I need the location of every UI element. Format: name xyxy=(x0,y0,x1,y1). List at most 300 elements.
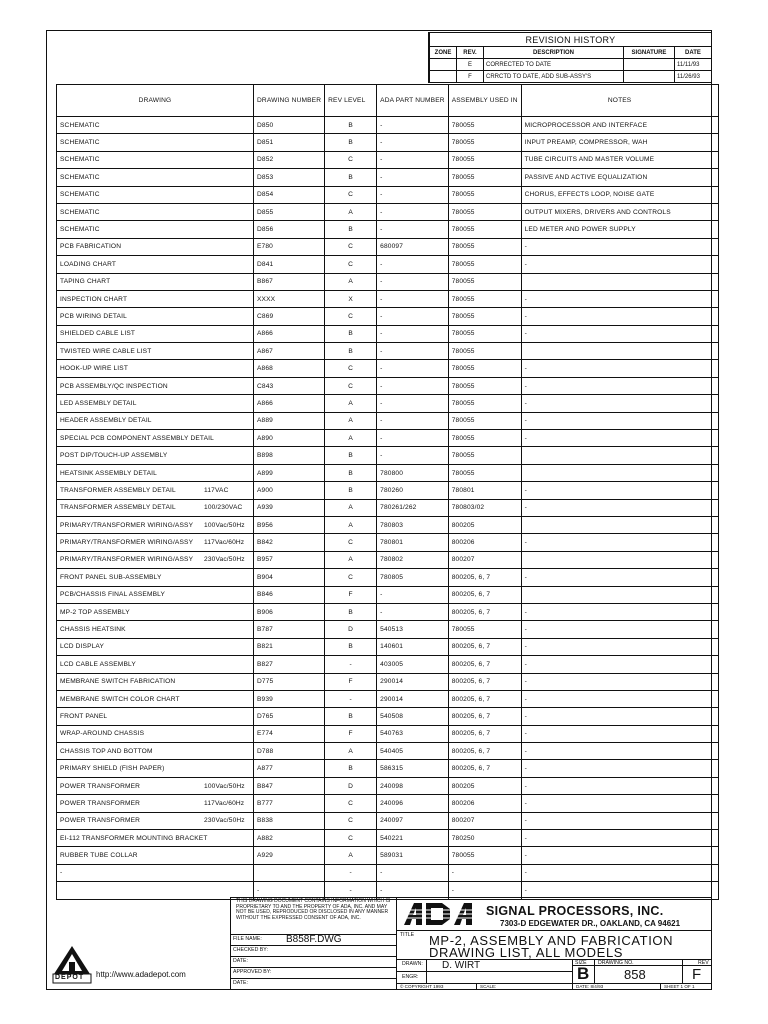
table-row xyxy=(57,117,719,134)
row-drawing: CHASSIS HEATSINK xyxy=(60,626,126,634)
row-assembly: 800205 xyxy=(448,516,521,533)
row-ada: 290014 xyxy=(377,690,449,707)
table-row xyxy=(57,377,719,394)
approved-by-label: APPROVED BY: xyxy=(233,969,272,975)
table-row xyxy=(57,290,719,307)
row-spec: 100Vac/50Hz xyxy=(204,521,245,529)
row-drawing: SPECIAL PCB COMPONENT ASSEMBLY DETAIL xyxy=(60,434,214,442)
row-assembly: 780055 xyxy=(448,308,521,325)
table-row xyxy=(57,621,719,638)
row-rev: C xyxy=(325,795,377,812)
row-rev: A xyxy=(325,430,377,447)
row-rev: A xyxy=(325,273,377,290)
row-drawing: SCHEMATIC xyxy=(60,191,100,199)
table-row xyxy=(57,482,719,499)
row-assembly: 800205, 6, 7 xyxy=(448,586,521,603)
header-ada-part-number: ADA PART NUMBER xyxy=(377,85,449,117)
header-assembly-used-in: ASSEMBLY USED IN xyxy=(448,85,521,117)
row-notes: - xyxy=(521,743,718,760)
row-drawing: LED ASSEMBLY DETAIL xyxy=(60,399,137,407)
row-drawing: FRONT PANEL xyxy=(60,712,108,720)
row-notes: - xyxy=(521,795,718,812)
rev-header-description: DESCRIPTION xyxy=(484,47,624,59)
table-row xyxy=(57,221,719,238)
row-ada: - xyxy=(377,308,449,325)
row-assembly: 800207 xyxy=(448,551,521,568)
row-ada: - xyxy=(377,273,449,290)
row-notes xyxy=(521,516,718,533)
row-rev: B xyxy=(325,482,377,499)
rev-header-rev: REV. xyxy=(457,47,484,59)
row-assembly: 800205, 6, 7 xyxy=(448,638,521,655)
row-notes xyxy=(521,343,718,360)
row-assembly: 780055 xyxy=(448,134,521,151)
row-notes: - xyxy=(521,673,718,690)
row-spec: 100Vac/50Hz xyxy=(204,782,245,790)
size-value: B xyxy=(577,964,590,983)
row-rev: D xyxy=(325,777,377,794)
row-drawing: FRONT PANEL SUB-ASSEMBLY xyxy=(60,573,162,581)
row-number: B787 xyxy=(254,621,325,638)
row-assembly: 780055 xyxy=(448,447,521,464)
row-number: A877 xyxy=(254,760,325,777)
row-notes: - xyxy=(521,395,718,412)
row-assembly: 780055 xyxy=(448,151,521,168)
row-rev: - xyxy=(325,864,377,881)
row-number: - xyxy=(254,882,325,899)
row-drawing: PRIMARY/TRANSFORMER WIRING/ASSY xyxy=(60,521,194,529)
row-rev: B xyxy=(325,169,377,186)
row-notes: - xyxy=(521,812,718,829)
row-assembly: 780055 xyxy=(448,238,521,255)
row-rev: B xyxy=(325,343,377,360)
row-drawing: TAPING CHART xyxy=(60,278,111,286)
row-notes: LED METER AND POWER SUPPLY xyxy=(521,221,718,238)
row-drawing: POWER TRANSFORMER xyxy=(60,782,141,790)
row-spec: 117Vac/60Hz xyxy=(204,539,245,547)
row-notes: - xyxy=(521,690,718,707)
rev-description: CORRECTED TO DATE xyxy=(484,59,624,71)
table-row xyxy=(57,203,719,220)
row-notes: - xyxy=(521,308,718,325)
row-ada: 290014 xyxy=(377,673,449,690)
row-assembly: 800206 xyxy=(448,795,521,812)
row-ada: 680097 xyxy=(377,238,449,255)
company-name: SIGNAL PROCESSORS, INC. xyxy=(486,904,664,918)
row-rev: A xyxy=(325,203,377,220)
row-assembly: 780055 xyxy=(448,395,521,412)
row-number: A866 xyxy=(254,395,325,412)
row-assembly: 780055 xyxy=(448,186,521,203)
row-number: A899 xyxy=(254,464,325,481)
table-row xyxy=(57,395,719,412)
table-row xyxy=(57,795,719,812)
row-drawing: MEMBRANE SWITCH FABRICATION xyxy=(60,678,176,686)
table-row xyxy=(57,134,719,151)
row-assembly: 780055 xyxy=(448,621,521,638)
row-rev: F xyxy=(325,673,377,690)
row-assembly: - xyxy=(448,864,521,881)
row-number: A866 xyxy=(254,325,325,342)
row-assembly: 780055 xyxy=(448,464,521,481)
row-drawing: SCHEMATIC xyxy=(60,208,100,216)
row-rev: X xyxy=(325,290,377,307)
row-assembly: 800205, 6, 7 xyxy=(448,673,521,690)
proprietary-notice: THIS DRAWING DOCUMENT CONTAINS INFORMATION WHICH IS PROPRIETARY TO AND THE PROPERTY OF ADA, INC. AND MAY NOT BE USED, REPRODUCED OR DISCLOSED IN ANY MANNER WITHOUT THE EXPRESSED CONSENT OF ADA, INC. xyxy=(236,898,391,921)
row-rev: B xyxy=(325,603,377,620)
row-drawing: CHASSIS TOP AND BOTTOM xyxy=(60,747,153,755)
row-assembly: 780055 xyxy=(448,221,521,238)
row-number: A867 xyxy=(254,343,325,360)
row-drawing: TRANSFORMER ASSEMBLY DETAIL xyxy=(60,486,176,494)
file-name-value: B858F.DWG xyxy=(286,934,342,945)
header-drawing-number: DRAWING NUMBER xyxy=(254,85,325,117)
row-drawing: SHIELDED CABLE LIST xyxy=(60,330,136,338)
row-assembly: 780055 xyxy=(448,290,521,307)
rev-letter: E xyxy=(457,59,484,71)
row-drawing: PRIMARY/TRANSFORMER WIRING/ASSY xyxy=(60,556,194,564)
row-drawing: POWER TRANSFORMER xyxy=(60,817,141,825)
row-ada: 140601 xyxy=(377,638,449,655)
row-assembly: 780250 xyxy=(448,830,521,847)
table-row xyxy=(57,638,719,655)
row-rev: - xyxy=(325,656,377,673)
row-rev: C xyxy=(325,569,377,586)
row-rev: C xyxy=(325,151,377,168)
row-number: C869 xyxy=(254,308,325,325)
table-row xyxy=(57,777,719,794)
row-ada: 780260 xyxy=(377,482,449,499)
row-rev: - xyxy=(325,690,377,707)
row-rev: B xyxy=(325,325,377,342)
table-row xyxy=(57,343,719,360)
row-ada: 780803 xyxy=(377,516,449,533)
row-number: D841 xyxy=(254,256,325,273)
row-number: B867 xyxy=(254,273,325,290)
row-drawing: - xyxy=(60,869,63,877)
row-notes: - xyxy=(521,603,718,620)
row-ada: 780802 xyxy=(377,551,449,568)
file-name-label: FILE NAME: xyxy=(233,936,262,942)
row-ada: - xyxy=(377,186,449,203)
row-number: E780 xyxy=(254,238,325,255)
row-number: C843 xyxy=(254,377,325,394)
depot-url-link[interactable]: http://www.adadepot.com xyxy=(96,970,186,979)
row-number: B842 xyxy=(254,534,325,551)
size-label: SIZE xyxy=(575,960,587,966)
table-row xyxy=(57,238,719,255)
row-assembly: 800205, 6, 7 xyxy=(448,708,521,725)
row-rev: B xyxy=(325,221,377,238)
table-row xyxy=(57,743,719,760)
row-drawing: SCHEMATIC xyxy=(60,173,100,181)
row-notes: - xyxy=(521,325,718,342)
row-notes: - xyxy=(521,638,718,655)
row-number: D853 xyxy=(254,169,325,186)
row-rev: C xyxy=(325,256,377,273)
row-ada: 780800 xyxy=(377,464,449,481)
row-assembly: 780055 xyxy=(448,360,521,377)
row-assembly: - xyxy=(448,882,521,899)
row-assembly: 800205 xyxy=(448,777,521,794)
row-notes: - xyxy=(521,708,718,725)
row-drawing: PRIMARY/TRANSFORMER WIRING/ASSY xyxy=(60,539,194,547)
row-number: B777 xyxy=(254,795,325,812)
row-number: D775 xyxy=(254,673,325,690)
row-number: D765 xyxy=(254,708,325,725)
row-drawing: MEMBRANE SWITCH COLOR CHART xyxy=(60,695,180,703)
row-ada: 589031 xyxy=(377,847,449,864)
row-number: B838 xyxy=(254,812,325,829)
row-drawing: SCHEMATIC xyxy=(60,156,100,164)
row-number: B956 xyxy=(254,516,325,533)
table-row xyxy=(57,656,719,673)
drawing-title-line-2: DRAWING LIST, ALL MODELS xyxy=(429,945,624,960)
date-label-2: DATE: xyxy=(233,980,248,986)
row-ada: - xyxy=(377,290,449,307)
rev-header-date: DATE xyxy=(675,47,712,59)
row-ada: - xyxy=(377,221,449,238)
row-ada: - xyxy=(377,377,449,394)
row-drawing: TRANSFORMER ASSEMBLY DETAIL xyxy=(60,504,176,512)
revision-row xyxy=(430,59,712,71)
row-number: D850 xyxy=(254,117,325,134)
row-ada: 540513 xyxy=(377,621,449,638)
row-notes: - xyxy=(521,569,718,586)
row-rev: A xyxy=(325,499,377,516)
row-drawing: HOOK-UP WIRE LIST xyxy=(60,365,129,373)
row-number: B939 xyxy=(254,690,325,707)
row-assembly: 800205, 6, 7 xyxy=(448,569,521,586)
copyright-text: COPYRIGHT 1993 xyxy=(404,984,444,989)
row-spec: 100/230VAC xyxy=(204,504,243,512)
copyright-notice: © COPYRIGHT 1993 xyxy=(400,984,444,989)
row-rev: A xyxy=(325,412,377,429)
row-assembly: 780055 xyxy=(448,430,521,447)
row-number: E774 xyxy=(254,725,325,742)
row-spec: 117Vac/60Hz xyxy=(204,799,245,807)
row-rev: C xyxy=(325,812,377,829)
revision-row xyxy=(430,71,712,83)
row-rev: B xyxy=(325,638,377,655)
row-ada: 540221 xyxy=(377,830,449,847)
row-assembly: 780801 xyxy=(448,482,521,499)
row-assembly: 780055 xyxy=(448,117,521,134)
row-rev: A xyxy=(325,516,377,533)
row-ada: - xyxy=(377,169,449,186)
row-ada: 540405 xyxy=(377,743,449,760)
engr-label: ENGR: xyxy=(402,974,419,980)
row-number: D852 xyxy=(254,151,325,168)
revision-history xyxy=(428,32,712,83)
row-assembly: 800205, 6, 7 xyxy=(448,743,521,760)
row-ada: - xyxy=(377,395,449,412)
ada-logo-icon xyxy=(402,901,476,927)
table-header-row xyxy=(57,85,719,117)
row-rev: A xyxy=(325,743,377,760)
row-ada: - xyxy=(377,864,449,881)
row-number: A890 xyxy=(254,430,325,447)
row-number: A929 xyxy=(254,847,325,864)
row-assembly: 800205, 6, 7 xyxy=(448,656,521,673)
row-drawing: EI-112 TRANSFORMER MOUNTING BRACKET xyxy=(60,834,208,842)
rev-date: 11/26/93 xyxy=(675,71,712,83)
table-row xyxy=(57,830,719,847)
drawing-no-value: 858 xyxy=(624,967,646,982)
row-assembly: 780055 xyxy=(448,847,521,864)
table-row xyxy=(57,673,719,690)
row-drawing: PRIMARY SHIELD (FISH PAPER) xyxy=(60,765,165,773)
table-row xyxy=(57,516,719,533)
row-rev: B xyxy=(325,708,377,725)
row-number: A939 xyxy=(254,499,325,516)
title-label: TITLE xyxy=(400,932,415,938)
row-spec: 230Vac/50Hz xyxy=(204,817,245,825)
rev-signature xyxy=(624,59,675,71)
table-row xyxy=(57,464,719,481)
row-ada: 403005 xyxy=(377,656,449,673)
row-notes: - xyxy=(521,882,718,899)
row-notes: - xyxy=(521,864,718,881)
row-ada: 540508 xyxy=(377,708,449,725)
header-rev-level: REV LEVEL xyxy=(325,85,377,117)
row-ada: - xyxy=(377,430,449,447)
row-notes: - xyxy=(521,238,718,255)
row-assembly: 800207 xyxy=(448,812,521,829)
table-row xyxy=(57,186,719,203)
table-row xyxy=(57,534,719,551)
table-row xyxy=(57,864,719,881)
row-drawing: PCB/CHASSIS FINAL ASSEMBLY xyxy=(60,591,166,599)
row-rev: C xyxy=(325,534,377,551)
row-notes: - xyxy=(521,830,718,847)
row-notes: - xyxy=(521,499,718,516)
table-row xyxy=(57,847,719,864)
row-notes: - xyxy=(521,482,718,499)
row-number xyxy=(254,864,325,881)
row-notes: - xyxy=(521,360,718,377)
row-ada: - xyxy=(377,256,449,273)
row-notes: - xyxy=(521,760,718,777)
row-spec: 230Vac/50Hz xyxy=(204,556,245,564)
row-ada: - xyxy=(377,325,449,342)
header-notes: NOTES xyxy=(521,85,718,117)
drawn-by-value: D. WIRT xyxy=(442,960,481,971)
row-assembly: 780055 xyxy=(448,343,521,360)
row-number: D855 xyxy=(254,203,325,220)
row-rev: B xyxy=(325,464,377,481)
depot-logo-text: DEPOT xyxy=(55,974,85,981)
row-ada: - xyxy=(377,360,449,377)
row-rev: C xyxy=(325,377,377,394)
table-row xyxy=(57,360,719,377)
row-assembly: 800205, 6, 7 xyxy=(448,760,521,777)
table-row xyxy=(57,412,719,429)
row-notes: INPUT PREAMP, COMPRESSOR, WAH xyxy=(521,134,718,151)
row-number: B847 xyxy=(254,777,325,794)
drawing-title-line-1: MP-2, ASSEMBLY AND FABRICATION xyxy=(429,933,674,948)
ada-logo xyxy=(402,901,476,927)
row-drawing: SCHEMATIC xyxy=(60,226,100,234)
row-number: B821 xyxy=(254,638,325,655)
row-drawing: POST DIP/TOUCH-UP ASSEMBLY xyxy=(60,452,168,460)
row-notes: MICROPROCESSOR AND INTERFACE xyxy=(521,117,718,134)
row-spec: 117VAC xyxy=(204,486,229,494)
row-ada: 240096 xyxy=(377,795,449,812)
table-row xyxy=(57,325,719,342)
row-number: A900 xyxy=(254,482,325,499)
row-assembly: 780055 xyxy=(448,203,521,220)
drawing-no-label: DRAWING NO. xyxy=(598,960,634,966)
row-notes: - xyxy=(521,430,718,447)
row-number: D788 xyxy=(254,743,325,760)
row-rev: B xyxy=(325,447,377,464)
row-drawing: TWISTED WIRE CABLE LIST xyxy=(60,347,152,355)
row-assembly: 780055 xyxy=(448,273,521,290)
rev-zone xyxy=(430,59,457,71)
table-row xyxy=(57,569,719,586)
row-rev: B xyxy=(325,760,377,777)
table-row xyxy=(57,499,719,516)
row-number: A889 xyxy=(254,412,325,429)
row-ada: 780801 xyxy=(377,534,449,551)
row-notes: - xyxy=(521,412,718,429)
row-notes: OUTPUT MIXERS, DRIVERS AND CONTROLS xyxy=(521,203,718,220)
row-notes: - xyxy=(521,725,718,742)
row-notes: - xyxy=(521,656,718,673)
row-notes: PASSIVE AND ACTIVE EQUALIZATION xyxy=(521,169,718,186)
row-assembly: 800205, 6, 7 xyxy=(448,725,521,742)
row-rev: C xyxy=(325,308,377,325)
row-assembly: 800206 xyxy=(448,534,521,551)
row-assembly: 780055 xyxy=(448,412,521,429)
table-row xyxy=(57,430,719,447)
rev-zone xyxy=(430,71,457,83)
row-assembly: 780055 xyxy=(448,325,521,342)
date-label: DATE: xyxy=(233,958,248,964)
row-drawing: SCHEMATIC xyxy=(60,121,100,129)
table-row xyxy=(57,273,719,290)
row-number: B898 xyxy=(254,447,325,464)
row-ada: 540763 xyxy=(377,725,449,742)
row-rev: C xyxy=(325,238,377,255)
row-drawing: HEATSINK ASSEMBLY DETAIL xyxy=(60,469,157,477)
row-ada: - xyxy=(377,134,449,151)
table-row xyxy=(57,586,719,603)
row-number: A882 xyxy=(254,830,325,847)
row-drawing: LCD CABLE ASSEMBLY xyxy=(60,660,136,668)
row-rev: C xyxy=(325,830,377,847)
row-notes: - xyxy=(521,847,718,864)
row-notes: - xyxy=(521,534,718,551)
row-notes: TUBE CIRCUITS AND MASTER VOLUME xyxy=(521,151,718,168)
row-drawing: HEADER ASSEMBLY DETAIL xyxy=(60,417,152,425)
row-assembly: 800205, 6, 7 xyxy=(448,690,521,707)
rev-header-zone: ZONE xyxy=(430,47,457,59)
table-row xyxy=(57,603,719,620)
table-row xyxy=(57,760,719,777)
company-address: 7303-D EDGEWATER DR., OAKLAND, CA 94621 xyxy=(500,919,681,928)
rev-description: CRRCTD TO DATE, ADD SUB-ASSY'S xyxy=(484,71,624,83)
row-number: B827 xyxy=(254,656,325,673)
row-rev: B xyxy=(325,117,377,134)
table-row xyxy=(57,308,719,325)
row-notes xyxy=(521,447,718,464)
row-rev: B xyxy=(325,134,377,151)
row-notes: CHORUS, EFFECTS LOOP, NOISE GATE xyxy=(521,186,718,203)
rev-value: F xyxy=(692,966,702,983)
sheet-number: SHEET 1 OF 1 xyxy=(664,984,695,989)
